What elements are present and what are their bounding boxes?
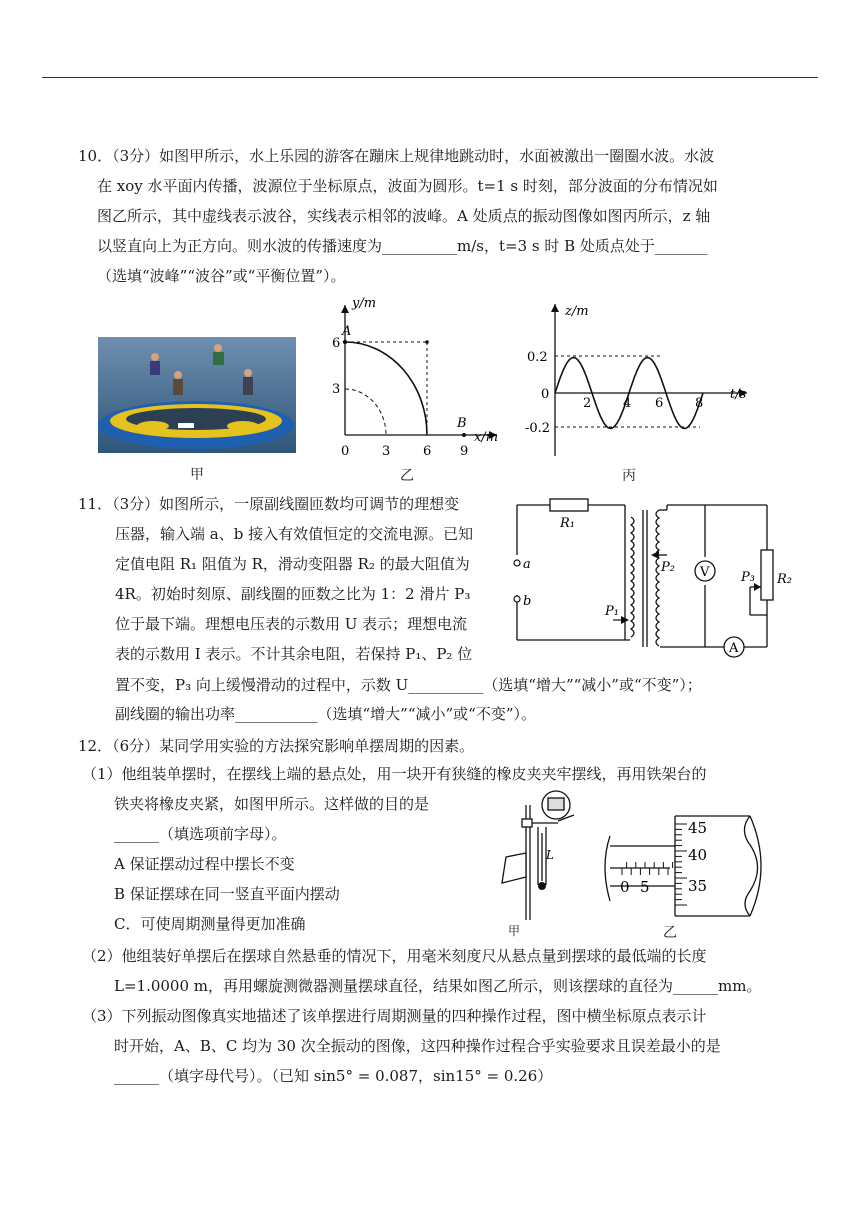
caption-q12-jia: 甲 [508, 924, 521, 938]
q11-line-3: 定值电阻 R₁ 阻值为 R，滑动变阻器 R₂ 的最大阻值为 [115, 555, 470, 573]
r2-label: R₂ [777, 572, 792, 587]
sleeve-label-5: 5 [640, 878, 650, 896]
sleeve-label-0: 0 [620, 878, 630, 896]
q11-line-7: 置不变，P₃ 向上缓慢滑动的过程中，示数 U__________（选填“增大”“减小”或“不变”）； [115, 676, 702, 694]
q12-line-9: L=1.0000 m，再用螺旋测微器测量摆球直径，结果如图乙所示，则该摆球的直径为______mm。 [114, 977, 762, 995]
q12-line-1: 12．（6分）某同学用实验的方法探究影响单摆周期的因素。 [78, 737, 475, 755]
q11-line-4: 4R。初始时刻原、副线圈的匝数之比为 1：2 滑片 P₃ [115, 585, 471, 603]
q11-line-6: 表的示数用 I 表示。不计其余电阻，若保持 P₁、P₂ 位 [115, 645, 473, 663]
pendulum-length-label: L [546, 848, 554, 862]
q12-line-8: （2）他组装好单摆后在摆球自然悬垂的情况下，用毫米刻度尺从悬点量到摆球的最低端的长度 [82, 947, 707, 965]
yi-ytick-6: 6 [332, 336, 341, 351]
caption-q12-yi: 乙 [663, 925, 677, 941]
header-rule [42, 77, 818, 78]
yi-xlabel: x/m [474, 430, 499, 445]
bing-ylabel: z/m [565, 304, 589, 319]
caption-q10-bing: 丙 [622, 468, 636, 484]
vibration-graph [525, 298, 770, 463]
q11-line-5: 位于最下端。理想电压表的示数用 U 表示；理想电流 [115, 615, 468, 633]
yi-xtick-3: 3 [382, 444, 391, 459]
yi-point-b: B [457, 416, 467, 431]
yi-point-a: A [342, 324, 352, 339]
p1-label: P₁ [605, 604, 619, 619]
pendulum-stand-figure [488, 785, 588, 935]
terminal-b-label: b [523, 594, 532, 609]
r1-resistor [550, 499, 588, 511]
q10-line-2: 在 xoy 水平面内传播，波源位于坐标原点，波面为圆形。t=1 s 时刻，部分波面的分布情况如 [97, 177, 718, 195]
yi-xtick-6: 6 [423, 444, 432, 459]
caption-q10-jia: 甲 [190, 467, 204, 483]
bing-xtick-4: 4 [623, 396, 632, 411]
yi-xtick-0: 0 [341, 444, 350, 459]
yi-ytick-3: 3 [332, 382, 341, 397]
voltmeter-label: V [700, 565, 710, 580]
bing-ytick-zero: 0 [541, 387, 550, 402]
q11-line-2: 压器，输入端 a、b 接入有效值恒定的交流电源。已知 [115, 525, 474, 543]
q12-option-a: A 保证摆动过程中摆长不变 [114, 855, 295, 873]
r2-rheostat [761, 550, 773, 600]
q12-line-3: 铁夹将橡皮夹紧，如图甲所示。这样做的目的是 [114, 795, 430, 813]
bing-xlabel: t/s [730, 387, 747, 402]
trampoline-photo [98, 337, 296, 453]
ammeter-label: A [729, 641, 739, 656]
transformer-circuit [505, 495, 795, 667]
p3-label: P₃ [741, 570, 755, 585]
bing-xtick-6: 6 [655, 396, 664, 411]
thimble-label-40: 40 [688, 846, 708, 864]
bing-ytick-bottom: -0.2 [525, 421, 551, 436]
terminal-a-label: a [523, 557, 531, 572]
q12-line-2: （1）他组装单摆时，在摆线上端的悬点处，用一块开有狭缝的橡皮夹夹牢摆线，再用铁架台的 [82, 765, 707, 783]
q12-line-10: （3）下列振动图像真实地描述了该单摆进行周期测量的四种操作过程，图中横坐标原点表示计 [82, 1007, 707, 1025]
q10-line-5: （选填“波峰”“波谷”或“平衡位置”）。 [97, 267, 346, 285]
bing-xtick-8: 8 [695, 396, 704, 411]
micrometer-figure [600, 806, 772, 926]
thimble-label-45: 45 [688, 819, 708, 837]
thimble-label-35: 35 [688, 877, 708, 895]
q10-line-4: 以竖直向上为正方向。则水波的传播速度为__________m/s，t=3 s 时 B 处质点处于_______ [97, 237, 708, 255]
r1-label: R₁ [560, 516, 575, 531]
p2-label: P₂ [661, 560, 675, 575]
bing-xtick-2: 2 [583, 396, 592, 411]
q12-line-12: ______（填字母代号）。（已知 sin5° = 0.087，sin15° = 0.26） [114, 1067, 553, 1085]
q10-line-3: 图乙所示，其中虚线表示波谷，实线表示相邻的波峰。A 处质点的振动图像如图丙所示，z 轴 [97, 207, 711, 225]
q12-option-c: C．可使周期测量得更加准确 [114, 915, 306, 933]
q12-line-11: 时开始，A、B、C 均为 30 次全振动的图像，这四种操作过程合乎实验要求且误差最小的是 [114, 1037, 721, 1055]
q11-line-1: 11．（3分）如图所示，一原副线圈匝数均可调节的理想变 [78, 495, 460, 513]
q10-line-1: 10．（3分）如图甲所示，水上乐园的游客在蹦床上规律地跳动时，水面被激出一圈圈水波。水波 [78, 147, 715, 165]
q12-option-b: B 保证摆球在同一竖直平面内摆动 [114, 885, 340, 903]
yi-ylabel: y/m [352, 296, 377, 311]
q11-line-8: 副线圈的输出功率___________（选填“增大”“减小”或“不变”）。 [115, 705, 537, 723]
caption-q10-yi: 乙 [400, 468, 414, 484]
yi-xtick-9: 9 [460, 444, 469, 459]
q12-line-4: ______（填选项前字母）。 [114, 825, 287, 843]
bing-ytick-top: 0.2 [527, 350, 548, 365]
wave-front-diagram [312, 295, 512, 465]
